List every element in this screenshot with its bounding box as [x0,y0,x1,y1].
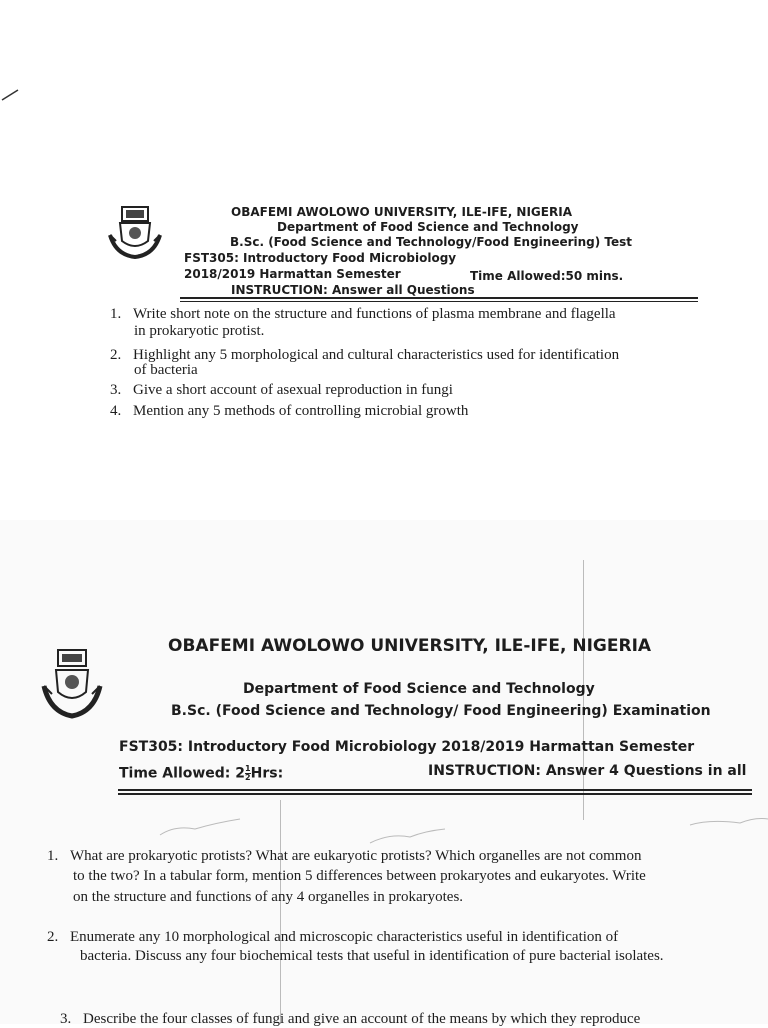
pen-mark [0,86,30,106]
instruction: INSTRUCTION: Answer all Questions [231,283,475,297]
question-2 [47,929,618,946]
question-1-continued: on the structure and functions of any 4 organelles in prokaryotes. [73,889,464,905]
time-allowed-unit: Hrs: [250,765,284,782]
question-number: 4. [110,403,122,419]
question-4 [110,403,468,420]
question-1 [47,848,641,865]
question-1-continued: to the two? In a tabular form, mention 5 differences between prokaryotes and eukaryotes. Write [73,868,646,884]
question-text: Enumerate any 10 morphological and microscopic characteristics useful in identification of [70,929,619,945]
question-number: 3. [60,1011,72,1027]
department-name: Department of Food Science and Technology [243,681,595,697]
question-number: 3. [110,382,122,398]
question-number: 2. [47,929,59,945]
header-rule-thick [118,793,752,795]
question-text: Highlight any 5 morphological and cultural characteristics used for identification [133,347,620,363]
university-name: OBAFEMI AWOLOWO UNIVERSITY, ILE-IFE, NIGERIA [168,636,652,656]
university-name: OBAFEMI AWOLOWO UNIVERSITY, ILE-IFE, NIGERIA [231,205,572,219]
semester: 2018/2019 Harmattan Semester [184,267,401,281]
instruction: INSTRUCTION: Answer 4 Questions in all [428,763,747,779]
header-rule [118,789,752,791]
programme-title: B.Sc. (Food Science and Technology/ Food Engineering) Examination [171,703,711,719]
question-text: Write short note on the structure and functions of plasma membrane and flagella [133,306,616,322]
course-title: FST305: Introductory Food Microbiology [184,251,457,265]
question-3 [60,1011,640,1028]
fraction-numerator: 1 [245,764,251,773]
question-2-continued: bacteria. Discuss any four biochemical tests that useful in identification of pure bacterial isolates. [80,948,664,964]
question-text: Describe the four classes of fungi and give an account of the means by which they reproduce [83,1011,641,1027]
fraction-denominator: 2 [245,773,251,782]
programme-title: B.Sc. (Food Science and Technology/Food Engineering) Test [230,235,633,249]
time-allowed: Time Allowed:50 mins. [470,269,624,283]
question-number: 1. [47,848,59,864]
header-rule-thin [180,301,698,302]
header-rule [180,297,698,299]
department-name: Department of Food Science and Technology [277,220,579,234]
question-1-continued: in prokaryotic protist. [134,323,265,339]
question-3 [110,382,453,399]
question-2-continued: of bacteria [134,362,198,378]
university-seal-icon [106,205,164,260]
question-text: Give a short account of asexual reproduction in fungi [133,382,453,398]
question-1 [110,306,616,323]
time-allowed [119,765,283,782]
question-text: Mention any 5 methods of controlling microbial growth [133,403,469,419]
question-number: 1. [110,306,122,322]
question-text: What are prokaryotic protists? What are eukaryotic protists? Which organelles are not common [70,848,642,864]
time-allowed-label: Time Allowed: 2 [119,765,246,782]
question-number: 2. [110,347,122,363]
course-title: FST305: Introductory Food Microbiology 2018/2019 Harmattan Semester [119,739,695,755]
university-seal-icon [40,648,104,720]
